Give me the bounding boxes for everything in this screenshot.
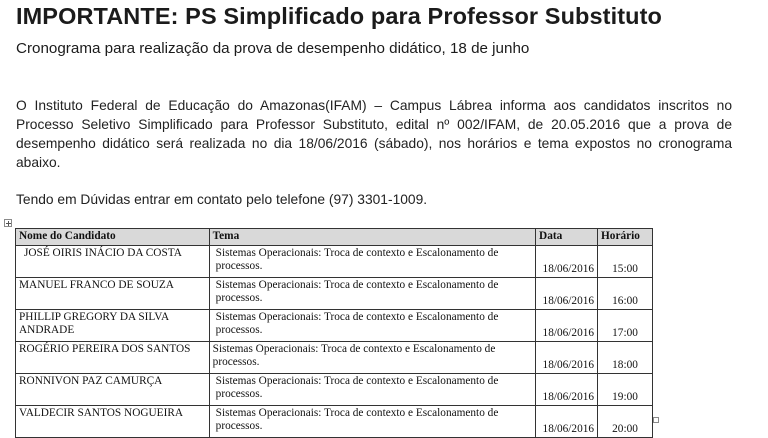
page-subtitle: Cronograma para realização da prova de desempenho didático, 18 de junho — [16, 40, 530, 57]
date-cell: 18/06/2016 — [536, 374, 598, 406]
table-row — [16, 374, 653, 406]
time-cell: 20:00 — [598, 406, 653, 438]
time-cell: 15:00 — [598, 246, 653, 278]
tema-cell: Sistemas Operacionais: Troca de contexto e Escalonamento de processos. — [209, 246, 535, 278]
table-row — [16, 406, 653, 438]
column-header-date: Data — [536, 229, 598, 246]
candidate-name: RONNIVON PAZ CAMURÇA — [16, 374, 210, 406]
table-row — [16, 310, 653, 342]
candidate-name: JOSÉ OIRIS INÁCIO DA COSTA — [16, 246, 210, 278]
table-header-row — [16, 229, 653, 246]
tema-cell: Sistemas Operacionais: Troca de contexto e Escalonamento de processos. — [209, 278, 535, 310]
page-title: IMPORTANTE: PS Simplificado para Professor Substituto — [16, 3, 662, 29]
time-cell: 17:00 — [598, 310, 653, 342]
schedule-table — [15, 228, 653, 438]
tema-cell: Sistemas Operacionais: Troca de contexto e Escalonamento de processos. — [209, 374, 535, 406]
contact-line: Tendo em Dúvidas entrar em contato pelo telefone (97) 3301-1009. — [16, 192, 428, 207]
tema-cell: Sistemas Operacionais: Troca de contexto e Escalonamento de processos. — [209, 406, 535, 438]
candidate-name: MANUEL FRANCO DE SOUZA — [16, 278, 210, 310]
date-cell: 18/06/2016 — [536, 406, 598, 438]
table-row — [16, 278, 653, 310]
column-header-tema: Tema — [209, 229, 535, 246]
candidate-name: ROGÉRIO PEREIRA DOS SANTOS — [16, 342, 210, 374]
table-move-handle-icon[interactable] — [4, 219, 12, 227]
date-cell: 18/06/2016 — [536, 342, 598, 374]
candidate-name: PHILLIP GREGORY DA SILVA ANDRADE — [16, 310, 210, 342]
date-cell: 18/06/2016 — [536, 246, 598, 278]
tema-cell: Sistemas Operacionais: Troca de contexto e Escalonamento de processos. — [209, 310, 535, 342]
time-cell: 18:00 — [598, 342, 653, 374]
table-row — [16, 342, 653, 374]
table-resize-handle-icon[interactable] — [653, 417, 659, 423]
column-header-name: Nome do Candidato — [16, 229, 210, 246]
tema-cell: Sistemas Operacionais: Troca de contexto e Escalonamento de processos. — [209, 342, 535, 374]
time-cell: 16:00 — [598, 278, 653, 310]
column-header-time: Horário — [598, 229, 653, 246]
date-cell: 18/06/2016 — [536, 278, 598, 310]
table-row — [16, 246, 653, 278]
announcement-paragraph: O Instituto Federal de Educação do Amazonas(IFAM) – Campus Lábrea informa aos candidatos inscritos no Processo Seletivo Simplificado para Professor Substituto, edital nº 002/IFAM, de 20.05.2016 que a prova de desempenho didático será realizada no dia 18/06/2016 (sábado), nos horários e tema expostos no cronograma abaixo. — [16, 98, 732, 170]
time-cell: 19:00 — [598, 374, 653, 406]
date-cell: 18/06/2016 — [536, 310, 598, 342]
candidate-name: VALDECIR SANTOS NOGUEIRA — [16, 406, 210, 438]
